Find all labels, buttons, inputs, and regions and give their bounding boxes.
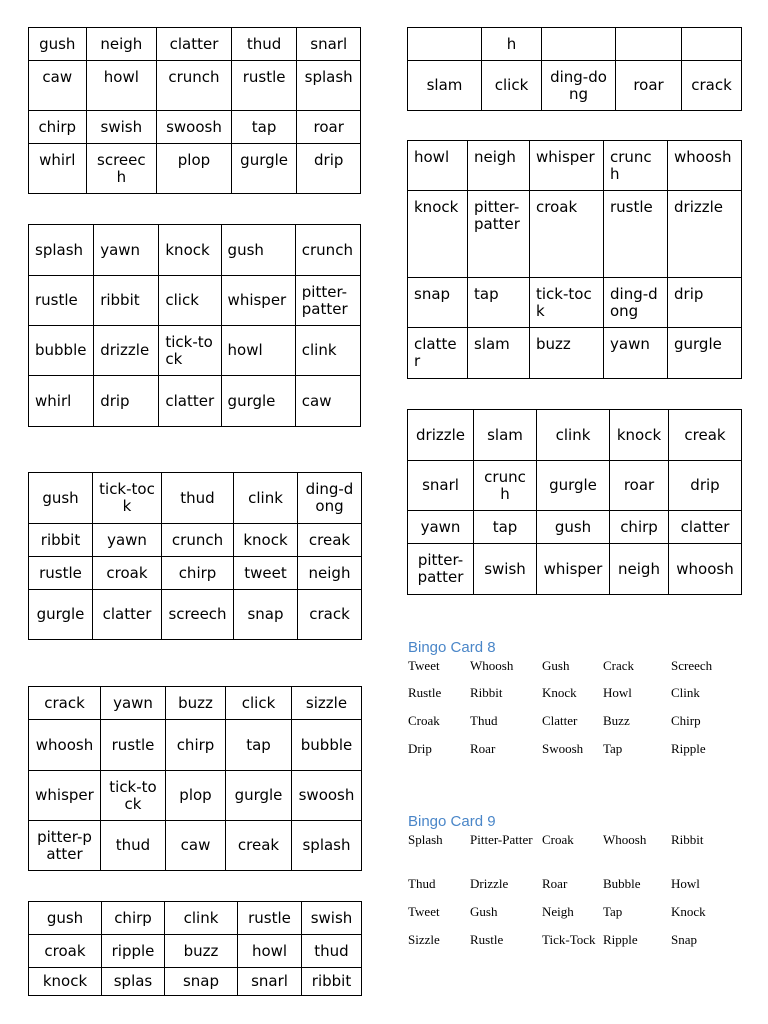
card-cell: neigh — [610, 544, 669, 595]
card-cell: howl — [221, 326, 295, 376]
card-cell: chirp — [162, 557, 234, 590]
card-row — [29, 590, 362, 640]
card-cell: howl — [86, 61, 157, 111]
card-cell: caw — [29, 61, 87, 111]
card-row — [408, 511, 742, 544]
card-cell: yawn — [93, 524, 162, 557]
card-cell: crunch — [162, 524, 234, 557]
card-cell: creak — [669, 410, 742, 461]
card-cell: croak — [530, 191, 604, 278]
card-row — [29, 524, 362, 557]
card-cell: drip — [297, 144, 361, 194]
card-cell: chirp — [29, 111, 87, 144]
card-cell — [616, 28, 682, 61]
bingo-card-2 — [28, 224, 361, 427]
card-cell: clatter — [408, 328, 468, 379]
bingo-word: Knock — [542, 685, 577, 700]
card-cell: gurgle — [221, 376, 295, 427]
card-cell: plop — [166, 771, 226, 821]
card-cell: rustle — [231, 61, 297, 111]
card-cell: rustle — [29, 276, 94, 326]
card-row — [29, 225, 361, 276]
bingo-card-8-table — [407, 409, 742, 595]
bingo-card-6 — [407, 27, 742, 111]
card-row — [29, 821, 362, 871]
card-cell: buzz — [165, 935, 238, 968]
bingo-word: Neigh — [542, 904, 574, 919]
card-cell: ding-dong — [298, 473, 362, 524]
card-cell: crunch — [157, 61, 232, 111]
card-cell: tick-tock — [159, 326, 221, 376]
card-cell: drip — [94, 376, 159, 427]
bingo-word: Buzz — [603, 713, 630, 728]
card-cell: yawn — [101, 687, 166, 720]
bingo-word: Sizzle — [408, 932, 440, 947]
card-cell: snap — [165, 968, 238, 996]
card-cell: drip — [669, 461, 742, 511]
card-cell: gush — [221, 225, 295, 276]
card-cell: ding-dong — [542, 61, 616, 111]
card-cell: splash — [292, 821, 362, 871]
bingo-word: Tap — [603, 741, 623, 756]
card-cell: ribbit — [29, 524, 93, 557]
card-cell: croak — [93, 557, 162, 590]
bingo-card-9-grid — [408, 832, 731, 964]
card-cell: neigh — [298, 557, 362, 590]
card-cell: drizzle — [408, 410, 474, 461]
card-cell: snarl — [238, 968, 302, 996]
card-cell: swoosh — [157, 111, 232, 144]
bingo-word: Croak — [542, 832, 574, 847]
card-cell: clatter — [669, 511, 742, 544]
bingo-card-5 — [28, 901, 362, 996]
card-cell: tap — [226, 720, 292, 771]
card-cell: chirp — [610, 511, 669, 544]
card-cell: whirl — [29, 144, 87, 194]
card-cell: croak — [29, 935, 102, 968]
card-row — [29, 28, 361, 61]
card-row — [29, 376, 361, 427]
card-cell: ribbit — [94, 276, 159, 326]
bingo-word: Screech — [671, 658, 713, 673]
card-cell: gurgle — [231, 144, 297, 194]
card-cell: buzz — [166, 687, 226, 720]
card-cell: crunch — [604, 141, 668, 191]
card-row — [408, 544, 742, 595]
card-cell: roar — [610, 461, 669, 511]
bingo-word: Rustle — [408, 685, 442, 700]
card-cell: caw — [295, 376, 360, 427]
bingo-word: Tap — [603, 904, 623, 919]
card-cell: howl — [238, 935, 302, 968]
bingo-card-3 — [28, 472, 362, 640]
bingo-word: Clink — [671, 685, 700, 700]
card-cell: yawn — [408, 511, 474, 544]
card-cell: whoosh — [669, 544, 742, 595]
bingo-word: Splash — [408, 832, 443, 847]
card-cell: creak — [298, 524, 362, 557]
bingo-word: Whoosh — [470, 658, 514, 673]
card-cell: gurgle — [29, 590, 93, 640]
bingo-word: Gush — [542, 658, 570, 673]
card-cell: tick-tock — [93, 473, 162, 524]
card-row — [29, 935, 362, 968]
card-cell: snarl — [297, 28, 361, 61]
bingo-word: Thud — [408, 876, 436, 891]
card-cell: drizzle — [668, 191, 742, 278]
card-cell: crack — [682, 61, 742, 111]
card-row — [408, 61, 742, 111]
bingo-word: Bubble — [603, 876, 641, 891]
bingo-word: Drip — [408, 741, 432, 756]
card-cell: pitter-patter — [408, 544, 474, 595]
card-row — [408, 141, 742, 191]
bingo-word: Tweet — [408, 904, 440, 919]
bingo-word: Crack — [603, 658, 635, 673]
card-cell: crunch — [295, 225, 360, 276]
card-row — [29, 473, 362, 524]
card-cell: clink — [295, 326, 360, 376]
card-cell: gush — [537, 511, 610, 544]
card-cell — [682, 28, 742, 61]
card-cell: whisper — [537, 544, 610, 595]
card-cell: pitter-patter — [295, 276, 360, 326]
card-cell: whisper — [530, 141, 604, 191]
card-cell: screech — [162, 590, 234, 640]
card-cell: chirp — [102, 902, 165, 935]
bingo-card-9 — [408, 812, 731, 964]
bingo-word: Roar — [542, 876, 568, 891]
card-cell: bubble — [292, 720, 362, 771]
card-cell: buzz — [530, 328, 604, 379]
card-cell: gush — [29, 902, 102, 935]
bingo-word: Ribbit — [470, 685, 503, 700]
card-cell: creak — [226, 821, 292, 871]
bingo-word: Thud — [470, 713, 498, 728]
bingo-card-8-grid — [408, 658, 731, 769]
bingo-word: Chirp — [671, 713, 701, 728]
card-cell: drizzle — [94, 326, 159, 376]
card-cell: swoosh — [292, 771, 362, 821]
bingo-card-8-title: Bingo Card 8 — [408, 639, 496, 656]
card-cell: clink — [234, 473, 298, 524]
card-row — [408, 461, 742, 511]
card-cell: h — [482, 28, 542, 61]
card-cell: plop — [157, 144, 232, 194]
card-cell: splash — [29, 225, 94, 276]
card-cell: snap — [234, 590, 298, 640]
card-row — [29, 326, 361, 376]
card-row — [408, 28, 742, 61]
card-cell: knock — [610, 410, 669, 461]
bingo-word: Tick-Tock — [542, 932, 596, 947]
card-cell: crack — [298, 590, 362, 640]
card-cell: knock — [234, 524, 298, 557]
card-cell: slam — [474, 410, 537, 461]
card-cell: whoosh — [29, 720, 101, 771]
bingo-word: Knock — [671, 904, 706, 919]
card-cell: pitter-patter — [468, 191, 530, 278]
card-row — [29, 111, 361, 144]
bingo-word: Ribbit — [671, 832, 704, 847]
card-cell: gurgle — [226, 771, 292, 821]
card-row — [29, 771, 362, 821]
bingo-card-4 — [28, 686, 362, 871]
card-row — [29, 61, 361, 111]
card-cell: crack — [29, 687, 101, 720]
bingo-word: Rustle — [470, 932, 504, 947]
card-row — [408, 410, 742, 461]
card-cell: tweet — [234, 557, 298, 590]
card-cell: ribbit — [302, 968, 362, 996]
card-row — [29, 144, 361, 194]
card-cell: tap — [231, 111, 297, 144]
card-cell: rustle — [101, 720, 166, 771]
card-cell: thud — [231, 28, 297, 61]
card-cell: pitter-patter — [29, 821, 101, 871]
card-cell: thud — [162, 473, 234, 524]
card-cell — [542, 28, 616, 61]
card-cell: snarl — [408, 461, 474, 511]
bingo-word: Tweet — [408, 658, 440, 673]
card-cell: neigh — [468, 141, 530, 191]
card-cell: bubble — [29, 326, 94, 376]
card-cell: rustle — [29, 557, 93, 590]
card-cell: ripple — [102, 935, 165, 968]
bingo-word: Swoosh — [542, 741, 584, 756]
bingo-card-8 — [408, 638, 731, 769]
card-cell: thud — [101, 821, 166, 871]
card-row — [408, 328, 742, 379]
card-cell: gurgle — [537, 461, 610, 511]
bingo-word: Ripple — [603, 932, 638, 947]
bingo-card-9-title: Bingo Card 9 — [408, 813, 496, 830]
card-cell: thud — [302, 935, 362, 968]
card-cell: yawn — [604, 328, 668, 379]
card-cell: tap — [468, 278, 530, 328]
card-cell: tap — [474, 511, 537, 544]
bingo-word: Pitter-Patter — [470, 832, 533, 847]
bingo-word: Gush — [470, 904, 498, 919]
card-cell: ding-dong — [604, 278, 668, 328]
bingo-word: Clatter — [542, 713, 578, 728]
card-cell: screech — [86, 144, 157, 194]
card-cell: whisper — [29, 771, 101, 821]
card-cell: rustle — [238, 902, 302, 935]
card-cell: gush — [29, 473, 93, 524]
bingo-word: Ripple — [671, 741, 706, 756]
bingo-card-1 — [28, 27, 361, 194]
bingo-word: Whoosh — [603, 832, 647, 847]
card-cell: gurgle — [668, 328, 742, 379]
card-cell: clink — [165, 902, 238, 935]
card-cell: swish — [86, 111, 157, 144]
card-cell: slam — [468, 328, 530, 379]
card-cell: caw — [166, 821, 226, 871]
bingo-word: Howl — [603, 685, 632, 700]
card-cell: clink — [537, 410, 610, 461]
card-cell: gush — [29, 28, 87, 61]
card-cell: swish — [302, 902, 362, 935]
card-cell: splas — [102, 968, 165, 996]
card-cell: slam — [408, 61, 482, 111]
card-cell: swish — [474, 544, 537, 595]
card-cell: click — [159, 276, 221, 326]
card-cell — [408, 28, 482, 61]
card-cell: whisper — [221, 276, 295, 326]
bingo-word: Howl — [671, 876, 700, 891]
card-row — [29, 902, 362, 935]
bingo-card-7 — [407, 140, 742, 379]
card-cell: snap — [408, 278, 468, 328]
card-cell: chirp — [166, 720, 226, 771]
card-cell: click — [482, 61, 542, 111]
card-cell: tick-tock — [101, 771, 166, 821]
card-cell: clatter — [157, 28, 232, 61]
card-cell: whoosh — [668, 141, 742, 191]
card-row — [29, 557, 362, 590]
card-row — [29, 720, 362, 771]
card-cell: crunch — [474, 461, 537, 511]
card-cell: roar — [616, 61, 682, 111]
card-cell: howl — [408, 141, 468, 191]
card-cell: roar — [297, 111, 361, 144]
card-row — [408, 278, 742, 328]
card-row — [29, 276, 361, 326]
card-cell: whirl — [29, 376, 94, 427]
card-cell: clatter — [93, 590, 162, 640]
card-cell: sizzle — [292, 687, 362, 720]
bingo-word: Roar — [470, 741, 496, 756]
bingo-word: Snap — [671, 932, 697, 947]
card-cell: knock — [29, 968, 102, 996]
bingo-word: Croak — [408, 713, 440, 728]
card-cell: splash — [297, 61, 361, 111]
card-row — [29, 687, 362, 720]
card-cell: yawn — [94, 225, 159, 276]
card-cell: rustle — [604, 191, 668, 278]
card-cell: tick-tock — [530, 278, 604, 328]
bingo-word: Drizzle — [470, 876, 509, 891]
card-cell: clatter — [159, 376, 221, 427]
card-cell: knock — [408, 191, 468, 278]
card-row — [408, 191, 742, 278]
card-cell: neigh — [86, 28, 157, 61]
card-cell: click — [226, 687, 292, 720]
card-cell: knock — [159, 225, 221, 276]
card-row — [29, 968, 362, 996]
card-cell: drip — [668, 278, 742, 328]
